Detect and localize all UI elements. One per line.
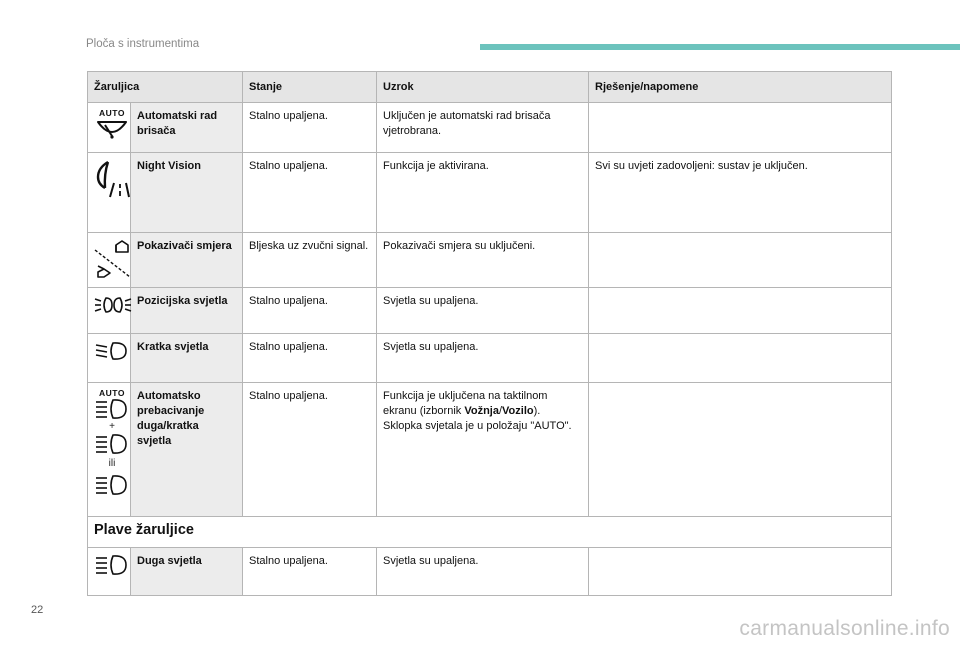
lamp-name: Night Vision xyxy=(131,153,243,233)
section-row xyxy=(88,517,892,548)
table-row xyxy=(88,233,892,288)
lamp-state: Stalno upaljena. xyxy=(243,288,377,334)
icon-cell xyxy=(88,233,131,288)
plus-sign: + xyxy=(109,421,115,432)
main-beam-icon xyxy=(94,554,130,576)
menu-vehicle: Vozilo xyxy=(502,405,534,417)
lamp-notes xyxy=(589,103,892,153)
table-row xyxy=(88,383,892,517)
table-row xyxy=(88,288,892,334)
column-header-state: Stanje xyxy=(243,72,377,103)
lamp-cause: Svjetla su upaljena. xyxy=(377,288,589,334)
lamp-notes xyxy=(589,288,892,334)
table-header-row xyxy=(88,72,892,103)
lamp-state: Stalno upaljena. xyxy=(243,334,377,383)
lamp-cause: Svjetla su upaljena. xyxy=(377,548,589,596)
lamp-state: Bljeska uz zvučni signal. xyxy=(243,233,377,288)
section-title: Plave žaruljice xyxy=(88,517,892,548)
icon-cell xyxy=(88,383,131,517)
lamp-name: Kratka svjetla xyxy=(131,334,243,383)
cause-extra: Sklopka svjetala je u položaju "AUTO". xyxy=(383,420,572,432)
page-number: 22 xyxy=(31,604,44,616)
lamp-notes xyxy=(589,233,892,288)
lamp-notes xyxy=(589,548,892,596)
auto-label: AUTO xyxy=(99,388,125,398)
icon-cell xyxy=(88,153,131,233)
column-header-notes: Rješenje/napomene xyxy=(589,72,892,103)
turn-signal-icon xyxy=(94,239,132,281)
table-row xyxy=(88,548,892,596)
lamp-state: Stalno upaljena. xyxy=(243,153,377,233)
column-header-cause: Uzrok xyxy=(377,72,589,103)
table-row xyxy=(88,103,892,153)
table-row xyxy=(88,153,892,233)
night-vision-icon xyxy=(94,159,130,199)
lamp-cause: Pokazivači smjera su uključeni. xyxy=(377,233,589,288)
lamp-name: Pokazivači smjera xyxy=(131,233,243,288)
lamp-state: Stalno upaljena. xyxy=(243,548,377,596)
main-beam-blue-icon xyxy=(94,474,130,496)
lamp-name: Automatski rad brisača xyxy=(131,103,243,153)
icon-cell xyxy=(88,288,131,334)
lamp-cause: Funkcija je aktivirana. xyxy=(377,153,589,233)
dipped-beam-icon xyxy=(94,340,130,362)
auto-main-beam-icon xyxy=(94,398,130,420)
position-lights-icon xyxy=(94,294,132,316)
watermark: carmanualsonline.info xyxy=(739,617,950,640)
menu-driving: Vožnja xyxy=(464,405,499,417)
icon-cell xyxy=(88,334,131,383)
lamp-name: Automatsko prebacivanje duga/kratka svjetla xyxy=(131,383,243,517)
page-header-title: Ploča s instrumentima xyxy=(86,38,200,50)
auto-wiper-icon xyxy=(95,118,129,144)
lamp-cause: Uključen je automatski rad brisača vjetrobrana. xyxy=(377,103,589,153)
lamp-name: Pozicijska svjetla xyxy=(131,288,243,334)
icon-cell xyxy=(88,548,131,596)
warning-lamps-table xyxy=(87,71,892,596)
lamp-state: Stalno upaljena. xyxy=(243,103,377,153)
cause-outro: ). xyxy=(533,405,541,417)
cause-intro: Funkcija je uključena na taktilnom ekranu (izbornik xyxy=(383,390,548,417)
table-row xyxy=(88,334,892,383)
auto-label: AUTO xyxy=(99,108,125,118)
lamp-cause xyxy=(377,383,589,517)
cause-separator: / xyxy=(498,405,503,417)
column-header-lamp: Žaruljica xyxy=(88,72,243,103)
lamp-state: Stalno upaljena. xyxy=(243,383,377,517)
lamp-notes xyxy=(589,383,892,517)
icon-cell xyxy=(88,103,131,153)
main-beam-icon xyxy=(94,433,130,455)
lamp-notes xyxy=(589,334,892,383)
header-accent-bar xyxy=(480,44,960,50)
lamp-name: Duga svjetla xyxy=(131,548,243,596)
lamp-cause: Svjetla su upaljena. xyxy=(377,334,589,383)
or-label: ili xyxy=(108,458,116,469)
lamp-notes: Svi su uvjeti zadovoljeni: sustav je uključen. xyxy=(589,153,892,233)
